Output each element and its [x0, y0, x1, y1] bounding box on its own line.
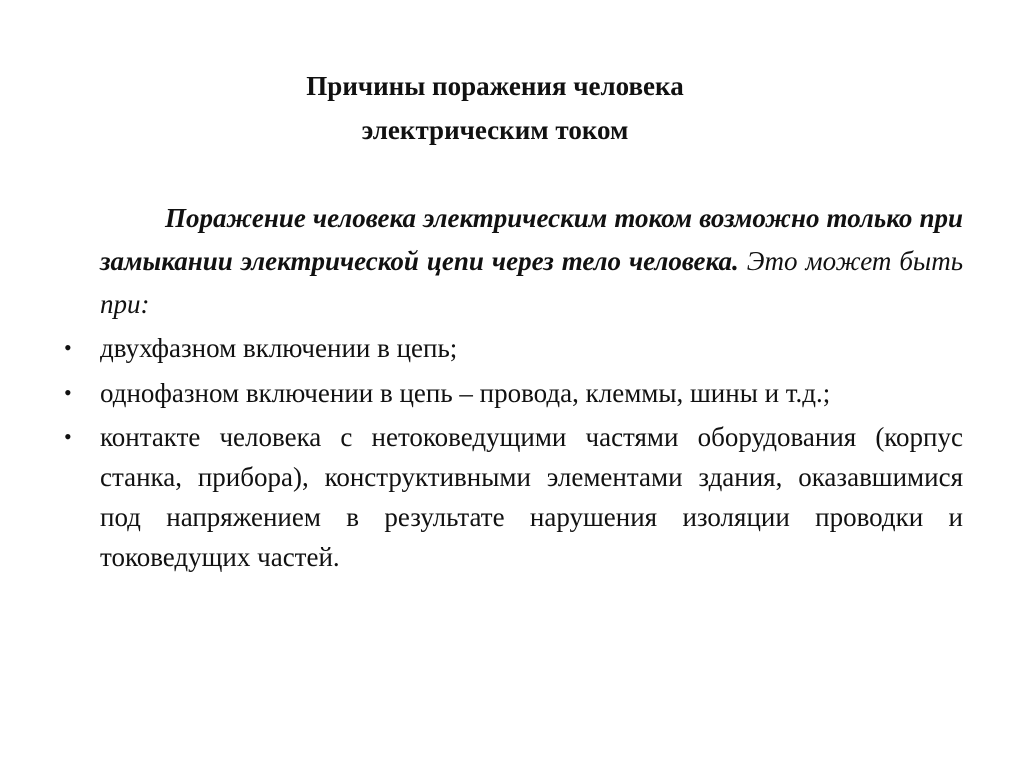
bullet-dot-icon: •	[64, 335, 72, 360]
bullet-dot-icon: •	[64, 424, 72, 449]
slide-title	[180, 64, 810, 152]
bullet-item	[64, 328, 963, 368]
bullet-text: контакте человека с нетоковедущими частями оборудования (корпус станка, прибора), конструктивными элементами здания, оказавшимися под напряжением в результате нарушения изоляции проводки и токоведущих частей.	[100, 422, 963, 572]
slide-title-line-1: Причины поражения человека	[306, 71, 684, 101]
intro-rest-text: Это может быть при:	[100, 246, 963, 319]
bullet-item	[64, 417, 963, 577]
intro-lead-text: Поражение человека электрическим током возможно только при замыкании электрической цепи через тело человека.	[100, 203, 963, 276]
bullet-text: двухфазном включении в цепь;	[100, 333, 458, 363]
bullet-dot-icon: •	[64, 380, 72, 405]
bullet-item	[64, 373, 963, 413]
intro-paragraph	[100, 197, 963, 326]
bullet-text: однофазном включении в цепь – провода, клеммы, шины и т.д.;	[100, 378, 831, 408]
slide-title-line-2: электрическим током	[361, 115, 629, 145]
